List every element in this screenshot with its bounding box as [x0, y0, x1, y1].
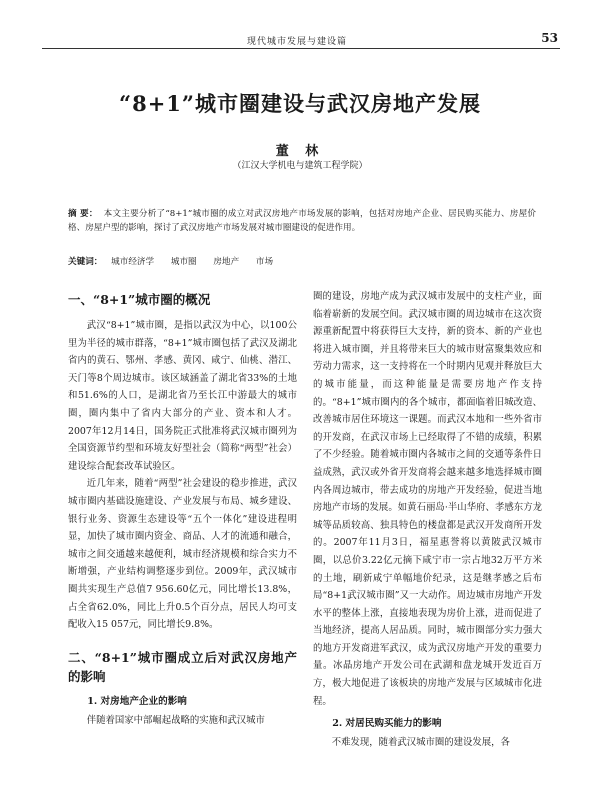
paragraph: 武汉“8+1”城市圈，是指以武汉为中心，以100公里为半径的城市群落，“8+1”城市圈包括了武汉及湖北省内的黄石、鄂州、孝感、黄冈、咸宁、仙桃、潜江、天门等8个周边城市。该区域涵盖了湖北省33%的土地和51.6%的人口，是湖北省乃至长江中游最大的城市圈，圈内集中了省内大部分的产业、资本和人才。2007年12月14日，国务院正式批准将武汉城市圈列为全国资源节约型和环境友好型社会（简称“两型”社会）建设综合配套改革试验区。 [68, 320, 297, 472]
author-name: 董 林 [275, 144, 325, 159]
page-number: 53 [541, 31, 558, 45]
section-heading: 一、“8+1”城市圈的概况 [68, 292, 211, 307]
keywords-label: 关键词： [68, 257, 103, 267]
keyword: 城市圈 [170, 257, 197, 267]
paragraph: 圈的建设，房地产成为武汉城市发展中的支柱产业，面临着崭新的发展空间。武汉城市圈的周边城市在这次资源重新配置中将获得巨大支持，新的资本、新的产业也将进入城市圈，并且将带来巨大的城市财富聚集效应和劳动力需求，这一支持将在一个时期内见观并释放巨大的城市能量，而这种能量是需要房地产作支持的。“8+1”城市圈内的各个城市，都面临着旧城改造、改善城市居住环境这一课题。而武汉本地和一些外省市的开发商，在武汉市场上已经取得了不错的成绩，积累了不少经验。随着城市圈内各城市之间的交通等条件日益成熟，武汉或外省开发商将会越来越多地选择城市圈内各周边城市，带去成功的房地产开发经验，促进当地房地产市场的发展。如黄石丽岛·半山华府、孝感东方龙城等品质较高、独具特色的楼盘都是武汉开发商所开发的。2007年11月3日，福星惠誉将以黄陂武汉城市圈，以总价3.22亿元摘下咸宁市一宗占地32万平方米的土地，刷新咸宁单幅地价纪录，这是继孝感之后布局“8+1武汉城市圈”又一大动作。周边城市房地产开发水平的整体上涨，直接地表现为房价上涨，进而促进了当地经济，提高人居品质。同时，城市圈部分实力强大的地方开发商进军武汉，成为武汉房地产开发的重要力量。冰晶房地产开发公司在武湖和盘龙城开发近百万方，极大地促进了该板块的房地产发展与区域城市化进程。 [313, 291, 542, 707]
paragraph: 不难发现，随着武汉城市圈的建设发展，各 [331, 737, 510, 749]
section-heading: 二、“8+1”城市圈成立后对武汉房地产的影响 [68, 649, 297, 684]
keyword: 市场 [255, 257, 274, 267]
article-title: “8+1”城市圈建设与武汉房地产发展 [119, 91, 481, 116]
abstract [68, 207, 536, 235]
left-column [68, 288, 297, 729]
keyword: 城市经济学 [111, 257, 155, 267]
running-header [42, 30, 560, 49]
paragraph: 近几年来，随着“两型”社会建设的稳步推进，武汉城市圈内基础设施建设、产业发展与布局、城乡建设、银行业务、资源生态建设等“五个一体化”建设进程明显，加快了城市圈内资金、商品、人才的流通和融合，城市之间交通越来越便利，城市经济规模和综合实力不断增强，产业结构调整逐步到位。2009年，武汉城市圈共实现生产总值7 956.60亿元，同比增长13.8%，占全省62.0%，同比上升0.5个百分点，居民人均可支配收入15 057元，同比增长9.8%。 [68, 478, 297, 631]
abstract-label: 摘 要： [68, 209, 98, 219]
right-column [313, 288, 542, 752]
subsection-heading: 2. 对居民购买能力的影响 [332, 718, 442, 730]
abstract-text: 本文主要分析了“8+1”城市圈的成立对武汉房地产市场发展的影响，包括对房地产企业、居民购买能力、房屋价格、房屋户型的影响，探讨了武汉房地产市场发展对城市圈建设的促进作用。 [68, 209, 536, 233]
keyword: 房地产 [213, 257, 240, 267]
paragraph: 伴随着国家中部崛起战略的实施和武汉城市 [86, 714, 265, 726]
keywords [68, 255, 536, 267]
journal-name: 现代城市发展与建设篇 [247, 37, 348, 47]
author-affiliation: （江汉大学机电与建筑工程学院） [232, 161, 368, 171]
subsection-heading: 1. 对房地产企业的影响 [87, 695, 187, 707]
